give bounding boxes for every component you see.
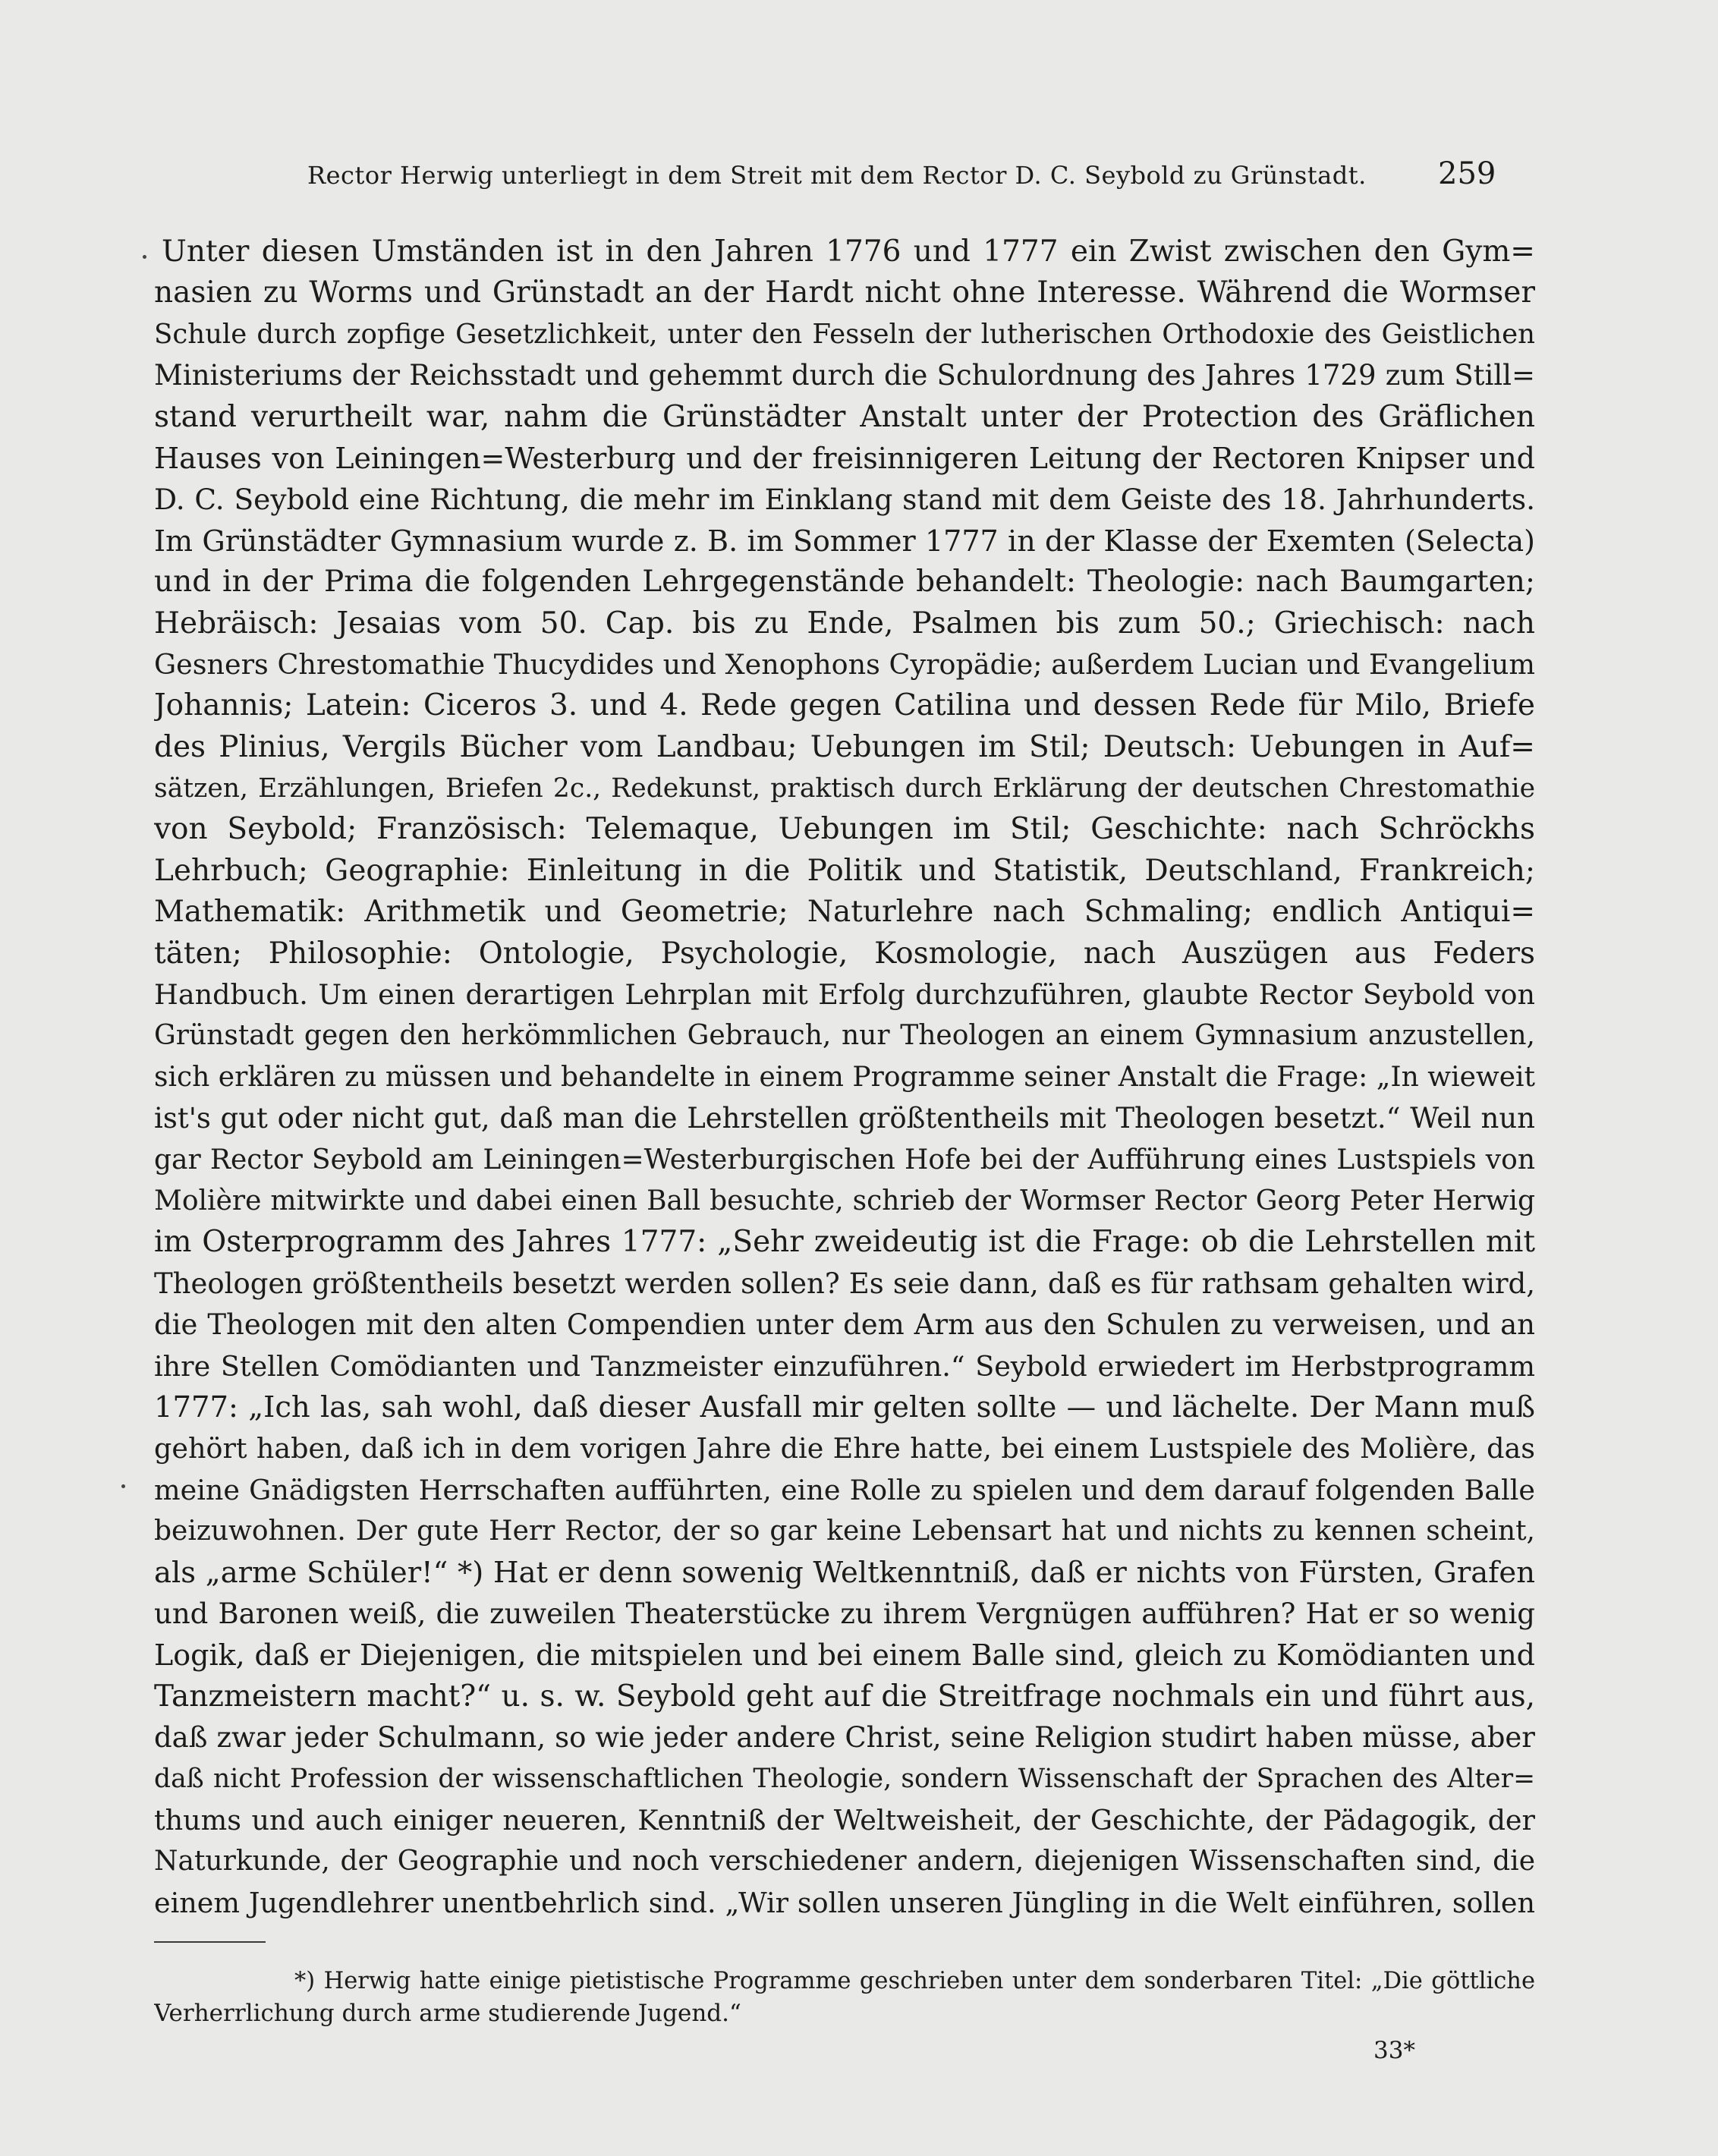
text-line: als „arme Schüler!“ *) Hat er denn sowenig Weltkenntniß, daß er nichts von Fürsten, Grafen xyxy=(154,1555,1535,1590)
text-line: Im Grünstädter Gymnasium wurde z. B. im Sommer 1777 in der Klasse der Exemten (Selecta) xyxy=(154,524,1535,558)
signature-mark: 33* xyxy=(1373,2037,1415,2064)
text-line: Hebräisch: Jesaias vom 50. Cap. bis zu Ende, Psalmen bis zum 50.; Griechisch: nach xyxy=(154,606,1535,641)
text-line: Lehrbuch; Geographie: Einleitung in die Politik und Statistik, Deutschland, Frankreich; xyxy=(154,853,1535,888)
text-line: Naturkunde, der Geographie und noch verschiedener andern, diejenigen Wissenschaften sind, die xyxy=(154,1846,1535,1877)
speck-mark xyxy=(143,255,146,259)
text-line: Handbuch. Um einen derartigen Lehrplan mit Erfolg durchzuführen, glaubte Rector Seybold von xyxy=(154,978,1535,1012)
text-line: gehört haben, daß ich in dem vorigen Jahre die Ehre hatte, bei einem Lustspiele des Molière, das xyxy=(154,1432,1535,1465)
footnote xyxy=(154,1966,1535,2029)
text-line: Logik, daß er Diejenigen, die mitspielen und bei einem Balle sind, gleich zu Komödianten und xyxy=(154,1638,1535,1673)
text-line: 1777: „Ich las, sah wohl, daß dieser Ausfall mir gelten sollte — und lächelte. Der Mann muß xyxy=(154,1390,1535,1424)
text-line: Unter diesen Umständen ist in den Jahren 1776 und 1777 ein Zwist zwischen den Gym= xyxy=(162,234,1535,269)
text-line: stand verurtheilt war, nahm die Grünstädter Anstalt unter der Protection des Gräflichen xyxy=(154,399,1535,434)
text-line: Schule durch zopfige Gesetzlichkeit, unter den Fesseln der lutherischen Orthodoxie des Geistlichen xyxy=(154,318,1535,350)
text-line: gar Rector Seybold am Leiningen=Westerburgischen Hofe bei der Aufführung eines Lustspiels von xyxy=(154,1144,1535,1176)
body-text xyxy=(154,231,1535,1924)
text-line: beizuwohnen. Der gute Herr Rector, der so gar keine Lebensart hat und nichts zu kennen scheint, xyxy=(154,1515,1535,1547)
text-line: Hauses von Leiningen=Westerburg und der freisinnigeren Leitung der Rectoren Knipser und xyxy=(154,441,1535,475)
footnote-line: Verherrlichung durch arme studierende Jugend.“ xyxy=(154,2000,741,2027)
text-line: täten; Philosophie: Ontologie, Psychologie, Kosmologie, nach Auszügen aus Feders xyxy=(154,936,1535,971)
text-line: sätzen, Erzählungen, Briefen 2c., Redekunst, praktisch durch Erklärung der deutschen Chrestomathie xyxy=(154,773,1535,804)
text-line: ihre Stellen Comödianten und Tanzmeister einzuführen.“ Seybold erwiedert im Herbstprogramm xyxy=(154,1349,1535,1383)
footnote-line: *) Herwig hatte einige pietistische Programme geschrieben unter dem sonderbaren Titel: „Die göttliche xyxy=(294,1968,1535,1994)
text-line: Ministeriums der Reichsstadt und gehemmt durch die Schulordnung des Jahres 1729 zum Still= xyxy=(154,359,1535,392)
text-line: Grünstadt gegen den herkömmlichen Gebrauch, nur Theologen an einem Gymnasium anzustellen, xyxy=(154,1020,1535,1052)
text-line: Johannis; Latein: Ciceros 3. und 4. Rede gegen Catilina und dessen Rede für Milo, Briefe xyxy=(154,688,1535,723)
text-line: Molière mitwirkte und dabei einen Ball besuchte, schrieb der Wormser Rector Georg Peter Herwig xyxy=(154,1185,1535,1216)
text-line: im Osterprogramm des Jahres 1777: „Sehr zweideutig ist die Frage: ob die Lehrstellen mit xyxy=(154,1225,1535,1260)
text-line: die Theologen mit den alten Compendien unter dem Arm aus den Schulen zu verweisen, und an xyxy=(154,1308,1535,1342)
speck-mark xyxy=(121,1484,125,1488)
running-header: Rector Herwig unterliegt in dem Streit mit dem Rector D. C. Seybold zu Grünstadt. xyxy=(307,161,1367,190)
text-line: von Seybold; Französisch: Telemaque, Uebungen im Stil; Geschichte: nach Schröckhs xyxy=(154,812,1535,847)
text-line: sich erklären zu müssen und behandelte in einem Programme seiner Anstalt die Frage: „In wieweit xyxy=(154,1061,1535,1093)
text-line: des Plinius, Vergils Bücher vom Landbau; Uebungen im Stil; Deutsch: Uebungen in Auf= xyxy=(154,729,1535,764)
text-line: D. C. Seybold eine Richtung, die mehr im Einklang stand mit dem Geiste des 18. Jahrhunderts. xyxy=(154,483,1535,517)
page-number: 259 xyxy=(1438,156,1496,191)
text-line: und Baronen weiß, die zuweilen Theaterstücke zu ihrem Vergnügen aufführen? Hat er so wenig xyxy=(154,1597,1535,1630)
text-line: daß nicht Profession der wissenschaftlichen Theologie, sondern Wissenschaft der Sprachen des Alter= xyxy=(154,1764,1535,1795)
text-line: einem Jugendlehrer unentbehrlich sind. „Wir sollen unseren Jüngling in die Welt einführen, sollen xyxy=(154,1886,1535,1919)
footnote-rule xyxy=(154,1941,266,1943)
text-line: nasien zu Worms und Grünstadt an der Hardt nicht ohne Interesse. Während die Wormser xyxy=(154,275,1535,310)
text-line: thums und auch einiger neueren, Kenntniß der Weltweisheit, der Geschichte, der Pädagogik, der xyxy=(154,1803,1535,1837)
text-line: Gesners Chrestomathie Thucydides und Xenophons Cyropädie; außerdem Lucian und Evangelium xyxy=(154,647,1535,681)
text-line: Mathematik: Arithmetik und Geometrie; Naturlehre nach Schmaling; endlich Antiqui= xyxy=(154,895,1535,930)
text-line: Theologen größtentheils besetzt werden sollen? Es seie dann, daß es für rathsam gehalten wird, xyxy=(154,1267,1535,1300)
text-line: und in der Prima die folgenden Lehrgegenstände behandelt: Theologie: nach Baumgarten; xyxy=(154,565,1535,600)
text-line: Tanzmeistern macht?“ u. s. w. Seybold geht auf die Streitfrage nochmals ein und führt aus, xyxy=(154,1679,1535,1714)
text-line: meine Gnädigsten Herrschaften aufführten, eine Rolle zu spielen und dem darauf folgenden Balle xyxy=(154,1473,1535,1506)
text-line: ist's gut oder nicht gut, daß man die Lehrstellen größtentheils mit Theologen besetzt.“ Weil nun xyxy=(154,1102,1535,1135)
text-line: daß zwar jeder Schulmann, so wie jeder andere Christ, seine Religion studirt haben müsse, aber xyxy=(154,1721,1535,1755)
